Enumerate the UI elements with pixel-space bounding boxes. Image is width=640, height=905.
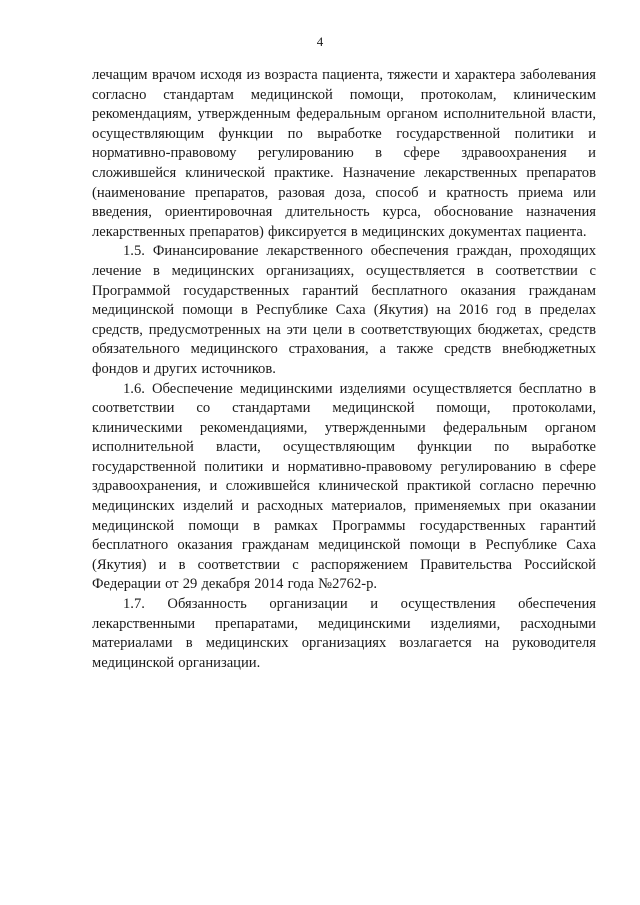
paragraph-clause-1-5: 1.5. Финансирование лекарственного обеспечения граждан, проходящих лечение в медицинских организациях, осуществляется в соответствии с Программой государственных гарантий бесплатного оказания гражданам медицинской помощи в Республике Саха (Якутия) на 2016 год в пределах средств, предусмотренных на эти цели в соответствующих бюджетах, средств обязательного медицинского страхования, а также средств внебюджетных фондов и других источников. <box>92 243 596 377</box>
page-number: 4 <box>316 34 324 49</box>
document-body <box>92 66 596 673</box>
paragraph-clause-1-6: 1.6. Обеспечение медицинскими изделиями осуществляется бесплатно в соответствии со стандартами медицинской помощи, протоколами, клиническими рекомендациями, утвержденными федеральным органом исполнительной власти, осуществляющим функции по выработке государственной политики и нормативно-правовому регулированию в сфере здравоохранения, и сложившейся клинической практикой согласно перечню медицинских изделий и расходных материалов, применяемых при оказании медицинской помощи в рамках Программы государственных гарантий бесплатного оказания гражданам медицинской помощи в Республике Саха (Якутия) и в соответствии с распоряжением Правительства Российской Федерации от 29 декабря 2014 года №2762-р. <box>92 380 596 593</box>
paragraph-continuation: лечащим врачом исходя из возраста пациента, тяжести и характера заболевания согласно стандартам медицинской помощи, протоколам, клиническим рекомендациям, утвержденным федеральным органом исполнительной власти, осуществляющим функции по выработке государственной политики и нормативно-правовому регулированию в сфере здравоохранения и сложившейся клинической практике. Назначение лекарственных препаратов (наименование препаратов, разовая доза, способ и кратность приема или введения, ориентировочная длительность курса, обоснование назначения лекарственных препаратов) фиксируется в медицинских документах пациента. <box>92 67 596 240</box>
paragraph-clause-1-7: 1.7. Обязанность организации и осуществления обеспечения лекарственными препаратами, медицинскими изделиями, расходными материалами в медицинских организациях возлагается на руководителя медицинской организации. <box>92 596 596 671</box>
